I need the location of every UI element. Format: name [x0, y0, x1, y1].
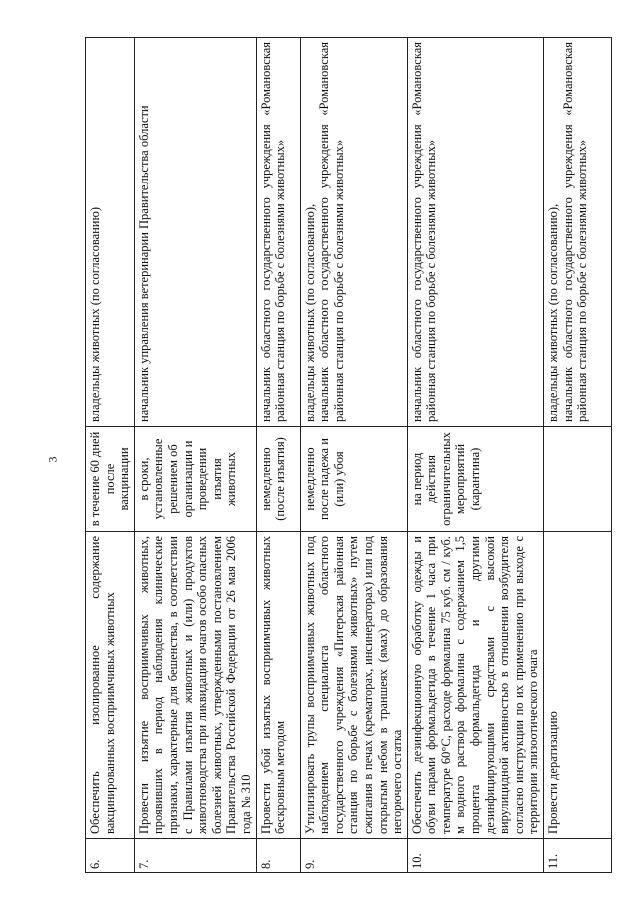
table-row [300, 38, 407, 873]
responsible-cell [134, 38, 256, 427]
responsible-line: начальник управления ветеринарии Правительства области [136, 105, 151, 422]
action-cell: Обеспечить дезинфекционную обработку одежды и обуви парами формальдегида в течение 1 часа при температуре 60°С, расходе формалина 75 куб. см / куб. м водного раствора формалина с содержанием 1,5 процента формальдегида и другими дезинфицирующими средствами с высокой вирулицидной активностью в отношении возбудителя согласно инструкции по их применению при выходе с территории эпизоотического очага [407, 532, 543, 839]
term-cell: в сроки, установленные решением об организации и проведении изъятия животных [134, 427, 256, 532]
row-number: 9. [300, 839, 407, 873]
page-number: 3 [45, 456, 60, 463]
table-row [86, 38, 135, 873]
term-cell: немедленно (после изъятия) [256, 427, 300, 532]
term-cell [544, 427, 612, 532]
term-cell: в течение 60 дней после вакцинации [86, 427, 135, 532]
responsible-line: владельцы животных (по согласованию), [302, 203, 317, 422]
term-cell: на период действия ограничительных мероприятий (карантина) [407, 427, 543, 532]
table-row [407, 38, 543, 873]
responsible-cell [300, 38, 407, 427]
action-cell: Обеспечить изолированное содержание вакцинированных восприимчивых животных [86, 532, 135, 839]
responsible-cell [256, 38, 300, 427]
measures-table [85, 37, 612, 873]
responsible-line: владельцы животных (по согласованию) [88, 206, 102, 422]
responsible-line: начальник областного государственного учреждения «Романовская районная станция по борьбе с болезнями животных» [409, 42, 439, 422]
responsible-line: владельцы животных (по согласованию), [546, 203, 561, 422]
row-number: 11. [544, 839, 612, 873]
responsible-cell [86, 38, 135, 427]
table-row [256, 38, 300, 873]
row-number: 8. [256, 839, 300, 873]
term-cell: немедленно после падежа и (или) убоя [300, 427, 407, 532]
responsible-cell [407, 38, 543, 427]
row-number: 10. [407, 839, 543, 873]
action-cell: Провести изъятие восприимчивых животных, проявивших в период наблюдения клинические признаки, характерные для бешенства, в соответствии с Правилами изъятия животных и (или) продуктов животноводства при ликвидации очагов особо опасных болезней животных, утвержденными постановлением Правительства Российской Федерации от 26 мая 2006 года № 310 [134, 532, 256, 839]
action-cell: Провести дератизацию [544, 532, 612, 839]
row-number: 6. [86, 839, 135, 873]
action-cell: Провести убой изъятых восприимчивых животных бескровным методом [256, 532, 300, 839]
table-row [544, 38, 612, 873]
responsible-cell [544, 38, 612, 427]
action-cell: Утилизировать трупы восприимчивых животных под наблюдением специалиста областного государственного учреждения «Питерская районная станция по борьбе с болезнями животных» путем сжигания в печах (крематорах, инсинераторах) или под открытым небом в траншеях (ямах) до образования негорючего остатка [300, 532, 407, 839]
rotated-page [85, 38, 590, 873]
row-number: 7. [134, 839, 256, 873]
responsible-line: начальник областного государственного учреждения «Романовская районная станция по борьбе с болезнями животных» [258, 42, 288, 422]
responsible-line: начальник областного государственного учреждения «Романовская районная станция по борьбе с болезнями животных» [560, 42, 590, 422]
table-row [134, 38, 256, 873]
responsible-line: начальник областного государственного учреждения «Романовская районная станция по борьбе с болезнями животных» [317, 42, 346, 422]
